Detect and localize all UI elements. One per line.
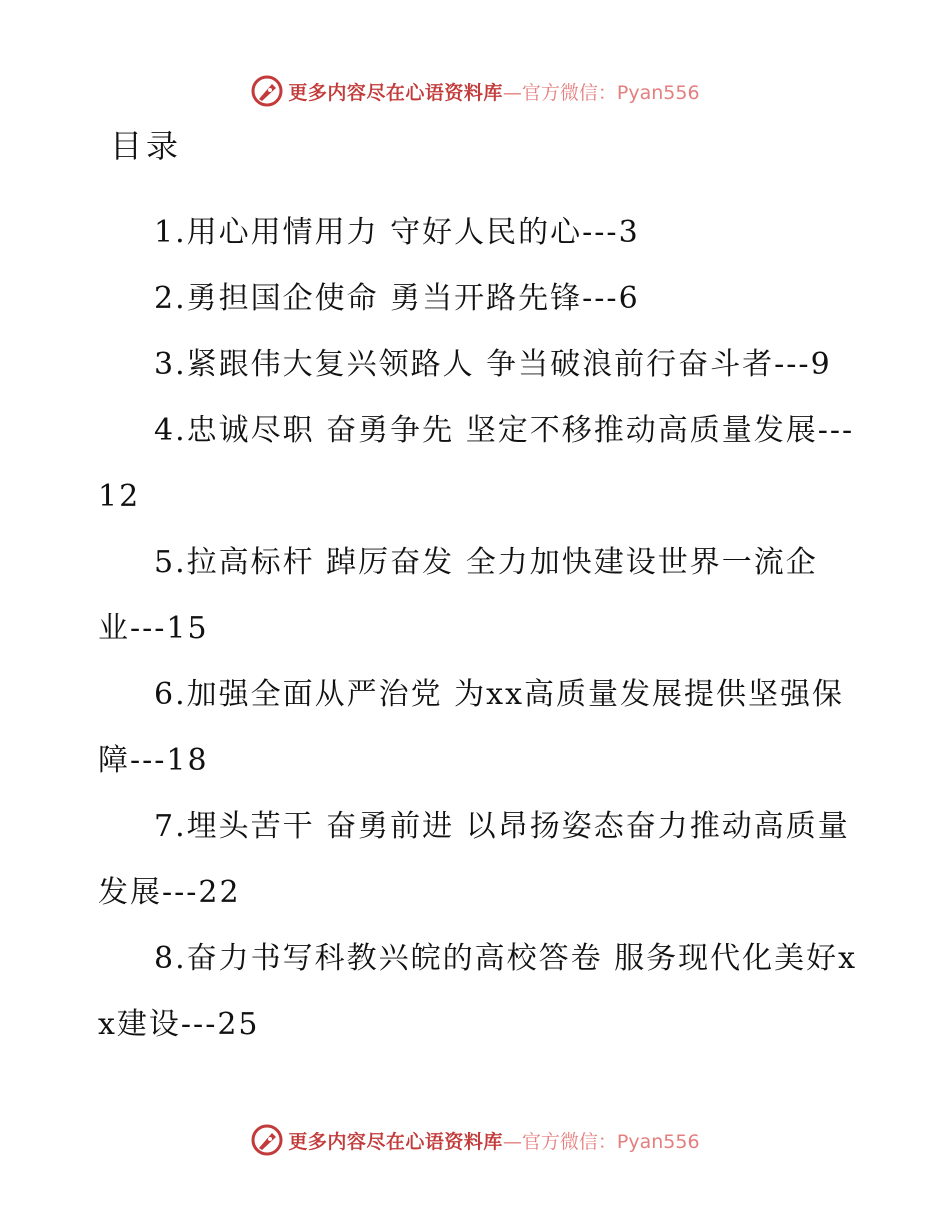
toc-item: 5.拉高标杆 踔厉奋发 全力加快建设世界一流企业---15 [98,545,818,646]
toc-item: 2.勇担国企使命 勇当开路先锋---6 [154,281,640,316]
toc-item: 4.忠诚尽职 奋勇争先 坚定不移推动高质量发展---12 [98,413,855,514]
watermark-sub-text: —官方微信：Pyan556 [502,1130,700,1153]
watermark-sub-text: —官方微信：Pyan556 [502,81,700,104]
pen-nib-logo-icon [250,74,284,108]
toc-item: 3.紧跟伟大复兴领路人 争当破浪前行奋斗者---9 [154,347,832,382]
toc-item: 6.加强全面从严治党 为xx高质量发展提供坚强保障---18 [98,677,844,778]
pen-nib-logo-icon [250,1123,284,1157]
toc-list [98,200,858,1058]
toc-item: 1.用心用情用力 守好人民的心---3 [154,215,640,250]
watermark-main-text: 更多内容尽在心语资料库 [288,81,503,104]
toc-item: 8.奋力书写科教兴皖的高校答卷 服务现代化美好xx建设---25 [98,941,858,1042]
toc-title: 目录 [110,127,183,165]
watermark-footer [0,1120,950,1160]
watermark-header [0,71,950,111]
toc-item: 7.埋头苦干 奋勇前进 以昂扬姿态奋力推动高质量发展---22 [98,809,850,910]
watermark-main-text: 更多内容尽在心语资料库 [288,1130,503,1153]
